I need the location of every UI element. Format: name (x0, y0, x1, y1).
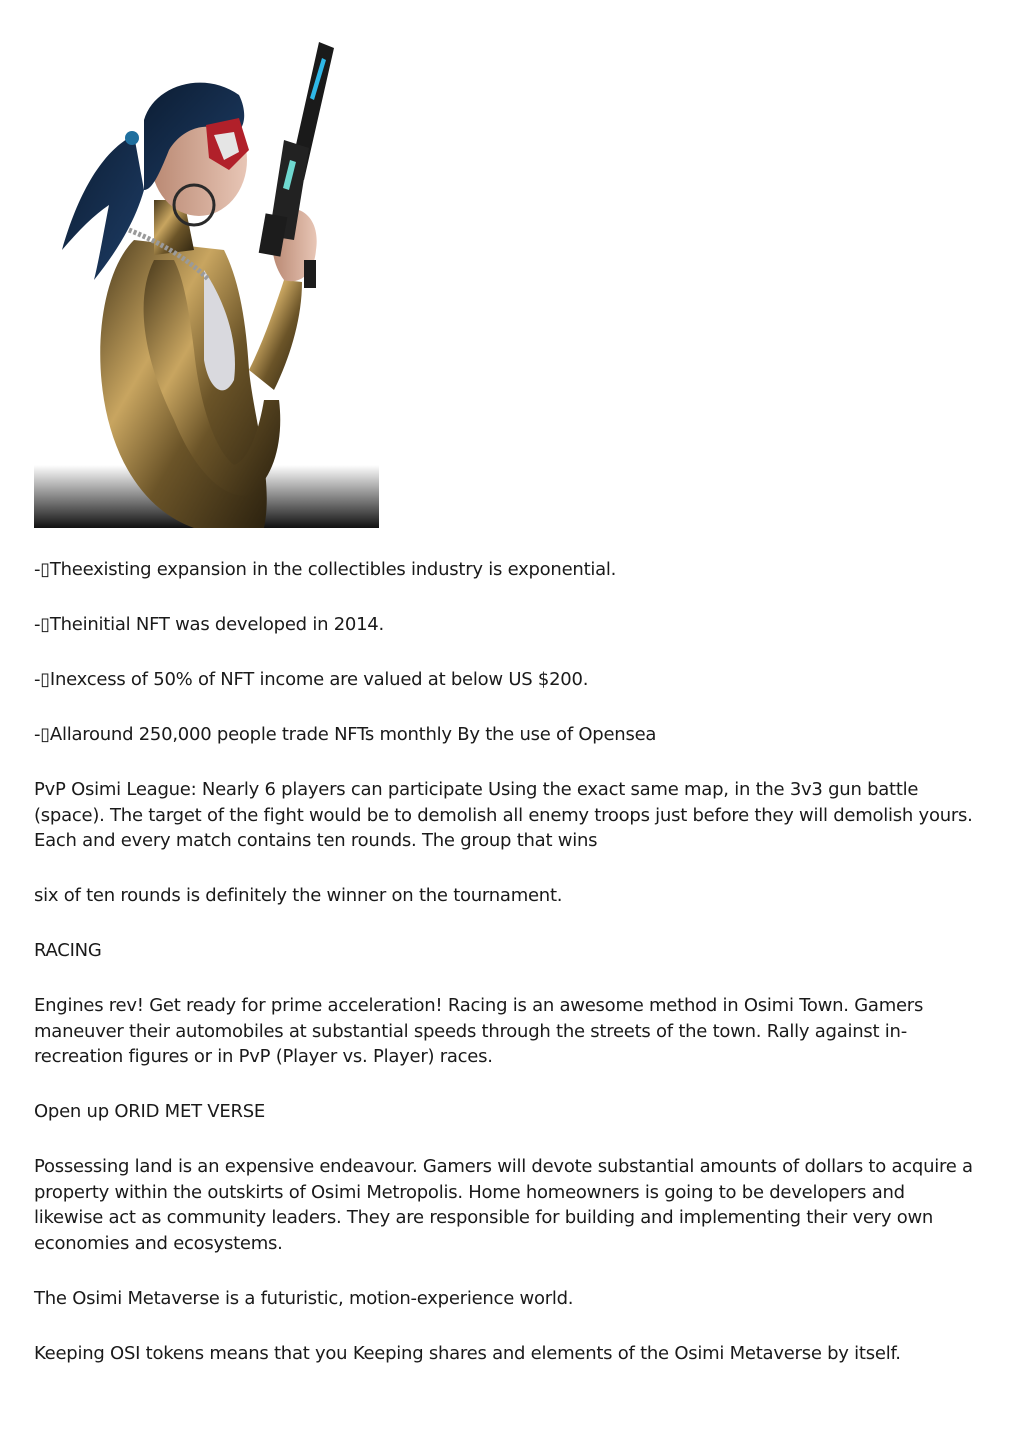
bullet-item (34, 722, 979, 748)
hero-image (34, 40, 379, 528)
land-paragraph: Possessing land is an expensive endeavour. Gamers will devote substantial amounts of dollars to acquire a property within the outskirts of Osimi Metropolis. Home homeowners is going to be developers and likewise act as community leaders. They are responsible for building and implementing their very own economies and ecosystems. (34, 1156, 973, 1255)
bullet-text: around 250,000 people trade NFTs monthly By the use of Opensea (71, 723, 657, 745)
open-heading: Open up ORID MET VERSE (34, 1101, 266, 1123)
tokens-paragraph: Keeping OSI tokens means that you Keeping shares and elements of the Osimi Metaverse by itself. (34, 1342, 901, 1364)
bullet-item (34, 667, 979, 693)
racing-heading: RACING (34, 940, 102, 962)
metaverse-paragraph: The Osimi Metaverse is a futuristic, motion-experience world. (34, 1288, 574, 1309)
bullet-text: existing expansion in the collectibles industry is exponential. (82, 559, 617, 580)
bullet-prefix: -▯All (34, 723, 72, 745)
bullet-text: initial NFT was developed in 2014. (82, 613, 384, 635)
bullet-prefix: -▯The (34, 559, 83, 580)
pvp-paragraph: PvP Osimi League: Nearly 6 players can participate Using the exact same map, in the 3v3 gun battle (space). The target of the fight would be to demolish all enemy troops just before they will demolish yours. Each and every match contains ten rounds. The group that wins (34, 778, 973, 852)
article-body (34, 557, 979, 1367)
racing-paragraph: Engines rev! Get ready for prime acceleration! Racing is an awesome method in Osimi Town. Gamers maneuver their automobiles at substantial speeds through the streets of the town. Rally against in-recreation figures or in PvP (Player vs. Player) races. (34, 995, 924, 1068)
bullet-item (34, 557, 979, 583)
character-illustration (34, 40, 379, 528)
bullet-prefix: -▯The (34, 613, 83, 635)
bullet-text: excess of 50% of NFT income are valued at below US $200. (66, 668, 589, 690)
bullet-item (34, 612, 979, 638)
bullet-prefix: -▯In (34, 668, 67, 690)
pvp-continuation: six of ten rounds is definitely the winner on the tournament. (34, 885, 563, 907)
